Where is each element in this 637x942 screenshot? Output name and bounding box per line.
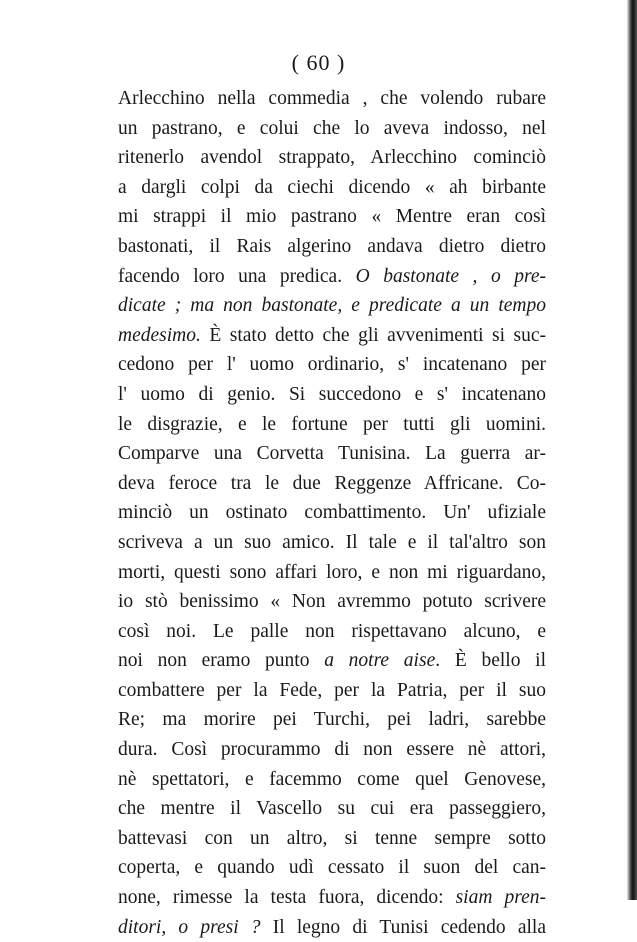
- text-line: [118, 498, 546, 528]
- text-line: [118, 617, 546, 647]
- text-segment: noi non eramo punto: [118, 650, 325, 672]
- text-line: [118, 350, 546, 380]
- italic-text: O bastonate , o pre-: [355, 265, 546, 287]
- text-line: [118, 410, 546, 440]
- text-line: [118, 232, 546, 262]
- text-line: [118, 202, 546, 232]
- text-line: [118, 439, 546, 469]
- text-line: [118, 173, 546, 203]
- text-segment: nè spettatori, e facemmo come quel Genovese,: [118, 768, 546, 790]
- text-segment: ritenerlo avendol strappato, Arlecchino cominciò: [118, 147, 546, 169]
- text-line: [118, 824, 546, 854]
- text-line: [118, 143, 546, 173]
- text-line: [118, 321, 546, 351]
- text-segment: . È bello il: [435, 650, 546, 672]
- text-line: [118, 913, 546, 942]
- text-segment: mi strappi il mio pastrano « Mentre eran così: [118, 206, 546, 228]
- text-segment: battevasi con un altro, si tenne sempre sotto: [118, 827, 546, 849]
- italic-text: ditori, o presi ?: [118, 916, 261, 938]
- text-line: [118, 291, 546, 321]
- text-segment: Comparve una Corvetta Tunisina. La guerra ar-: [118, 443, 546, 465]
- italic-text: siam pren-: [455, 887, 546, 909]
- text-line: [118, 676, 546, 706]
- text-segment: deva feroce tra le due Reggenze Affricane. Co-: [118, 472, 546, 494]
- text-segment: none, rimesse la testa fuora, dicendo:: [118, 887, 456, 909]
- text-segment: io stò benissimo « Non avremmo potuto scrivere: [118, 591, 546, 613]
- text-line: [118, 646, 546, 676]
- text-segment: un pastrano, e colui che lo aveva indosso, nel: [118, 117, 546, 139]
- text-segment: Arlecchino nella commedia , che volendo rubare: [118, 88, 546, 109]
- text-line: [118, 794, 546, 824]
- text-line: [118, 84, 546, 114]
- text-segment: coperta, e quando udì cessato il suon del can-: [118, 857, 546, 879]
- text-segment: cedono per l' uomo ordinario, s' incatenano per: [118, 354, 546, 376]
- text-line: [118, 380, 546, 410]
- text-segment: combattere per la Fede, per la Patria, per il suo: [118, 679, 546, 701]
- text-segment: le disgrazie, e le fortune per tutti gli uomini.: [118, 413, 546, 435]
- text-line: [118, 765, 546, 795]
- text-segment: così noi. Le palle non rispettavano alcuno, e: [118, 620, 546, 642]
- text-segment: bastonati, il Rais algerino andava dietro dietro: [118, 235, 546, 257]
- page-binding-edge: [627, 0, 637, 900]
- text-segment: l' uomo di genio. Si succedono e s' incatenano: [118, 383, 546, 405]
- text-segment: che mentre il Vascello su cui era passeggiero,: [118, 798, 546, 820]
- text-segment: scriveva a un suo amico. Il tale e il tal'altro son: [118, 531, 546, 553]
- text-line: [118, 114, 546, 144]
- italic-text: medesimo.: [118, 324, 201, 346]
- body-text: [118, 84, 546, 942]
- text-segment: dura. Così procurammo di non essere nè attori,: [118, 739, 546, 761]
- text-line: [118, 587, 546, 617]
- text-segment: È stato detto che gli avvenimenti si suc-: [200, 324, 546, 346]
- text-segment: morti, questi sono affari loro, e non mi riguardano,: [118, 561, 546, 583]
- italic-text: dicate ; ma non bastonate, e predicate a un tempo: [118, 295, 546, 317]
- text-line: [118, 735, 546, 765]
- text-line: [118, 262, 546, 292]
- text-line: [118, 705, 546, 735]
- text-line: [118, 469, 546, 499]
- text-line: [118, 883, 546, 913]
- text-line: [118, 558, 546, 588]
- text-line: [118, 853, 546, 883]
- text-segment: Il legno di Tunisi cedendo alla: [260, 916, 546, 938]
- text-line: [118, 528, 546, 558]
- text-segment: minciò un ostinato combattimento. Un' ufiziale: [118, 502, 546, 524]
- text-segment: a dargli colpi da ciechi dicendo « ah birbante: [118, 176, 546, 198]
- text-segment: Re; ma morire pei Turchi, pei ladri, sarebbe: [118, 709, 546, 731]
- italic-text: a notre aise: [324, 650, 436, 672]
- text-segment: facendo loro una predica.: [118, 265, 356, 287]
- page-number: ( 60 ): [291, 50, 346, 75]
